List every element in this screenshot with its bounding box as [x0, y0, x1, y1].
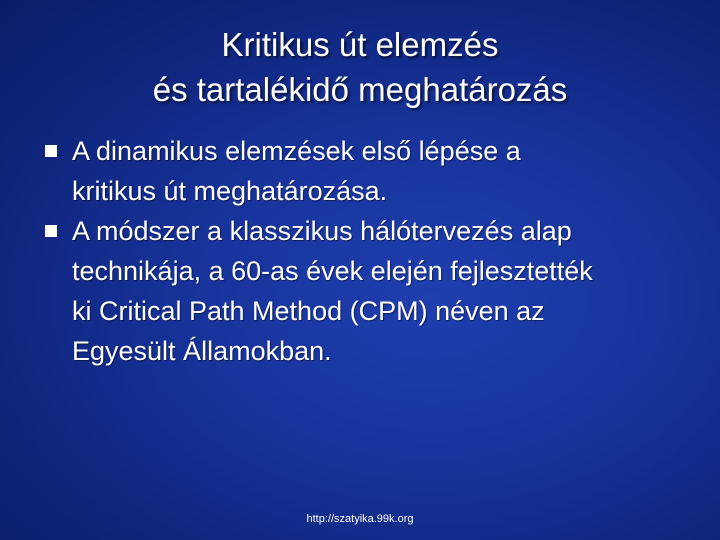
- slide-title: [0, 22, 720, 112]
- square-bullet-icon: [45, 225, 57, 237]
- bullet-item: [45, 211, 705, 371]
- bullet-line: kritikus út meghatározása.: [72, 176, 388, 206]
- title-line-1: Kritikus út elemzés: [221, 26, 499, 63]
- bullet-list: [45, 131, 705, 371]
- bullet-item: [45, 131, 705, 211]
- bullet-line: A dinamikus elemzések első lépése a: [72, 136, 521, 166]
- square-bullet-icon: [45, 145, 57, 157]
- bullet-line: ki Critical Path Method (CPM) néven az: [72, 296, 545, 326]
- footer-url: http://szatyika.99k.org: [306, 513, 414, 525]
- title-line-2: és tartalékidő meghatározás: [152, 71, 568, 108]
- bullet-line: Egyesült Államokban.: [72, 336, 332, 366]
- bullet-line: technikája, a 60-as évek elején fejlesztették: [72, 256, 593, 286]
- bullet-line: A módszer a klasszikus hálótervezés alap: [72, 216, 572, 246]
